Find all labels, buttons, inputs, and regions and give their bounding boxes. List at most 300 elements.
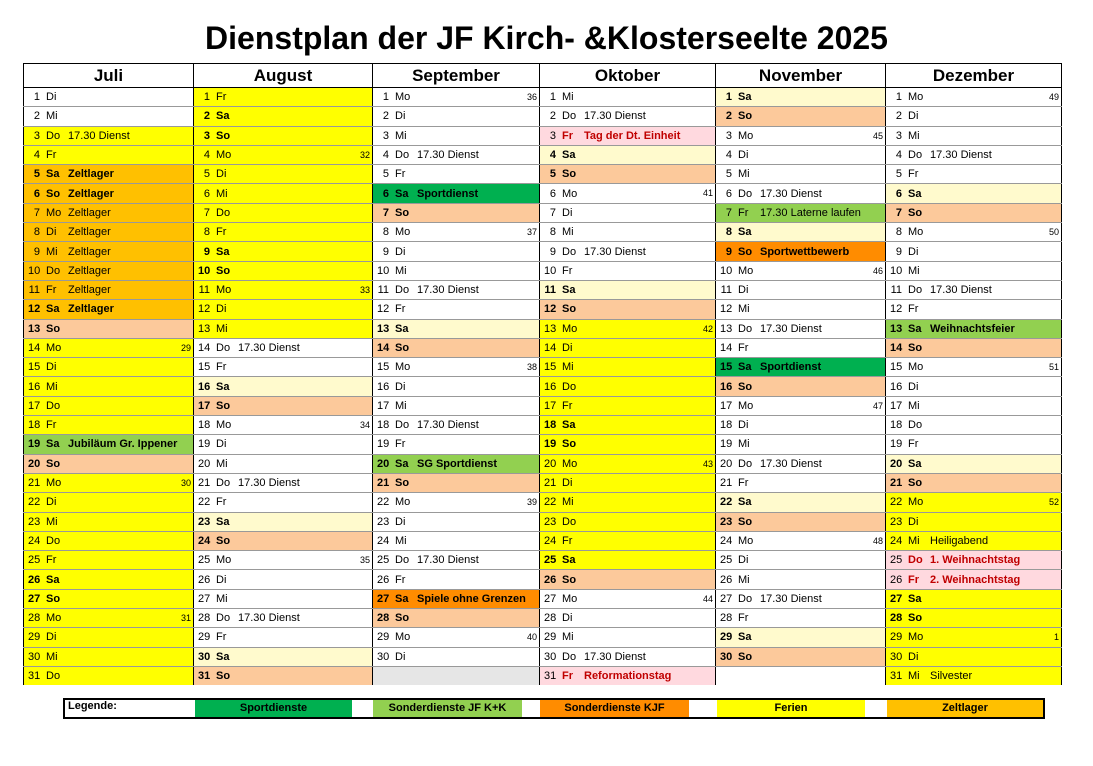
day-number: 15: [377, 361, 390, 374]
weekday: Mo: [395, 226, 411, 239]
weekday: So: [395, 612, 410, 625]
weekday: Mo: [46, 342, 62, 354]
day-row: [24, 242, 1062, 261]
day-number: 24: [198, 534, 211, 547]
weekday: Di: [908, 380, 919, 393]
day-number: 17: [377, 399, 390, 412]
day-number: 31: [890, 670, 903, 683]
day-number: 22: [377, 496, 390, 509]
day-row: [24, 280, 1062, 299]
day-cell: [24, 358, 194, 377]
day-number: 25: [544, 554, 557, 567]
day-number: 20: [720, 457, 733, 470]
day-cell: [540, 512, 716, 531]
day-number: 29: [28, 631, 41, 644]
day-number: 12: [28, 303, 41, 316]
day-number: 6: [895, 187, 902, 200]
day-note: 17.30 Dienst: [584, 110, 646, 123]
day-number: 1: [725, 91, 732, 104]
weekday: Mi: [738, 168, 750, 181]
day-cell: [886, 531, 1062, 550]
day-number: 13: [544, 322, 557, 335]
day-number: 22: [28, 496, 41, 509]
weekday: Fr: [395, 168, 406, 181]
day-number: 30: [377, 650, 390, 663]
day-cell: [540, 551, 716, 570]
day-number: 9: [203, 245, 210, 258]
week-number: 52: [1048, 497, 1059, 508]
day-cell: [716, 377, 886, 396]
weekday: Di: [908, 245, 919, 258]
day-row: [24, 416, 1062, 435]
day-cell: [24, 300, 194, 319]
day-number: 8: [382, 226, 389, 239]
day-cell: [24, 589, 194, 608]
day-row: [24, 165, 1062, 184]
day-number: 20: [544, 457, 557, 470]
day-cell: [194, 145, 373, 164]
weekday: Do: [738, 592, 753, 605]
weekday: Mi: [395, 534, 407, 547]
day-number: 11: [198, 284, 210, 297]
day-cell: [24, 338, 194, 357]
day-number: 11: [544, 284, 556, 297]
weekday: So: [46, 187, 61, 200]
day-number: 17: [28, 399, 41, 412]
weekday: Mo: [395, 361, 411, 374]
weekday: Do: [562, 515, 577, 528]
weekday: Fr: [216, 361, 227, 374]
day-number: 2: [725, 110, 732, 123]
day-number: 4: [549, 149, 556, 162]
day-number: 15: [28, 361, 41, 374]
day-cell: [886, 396, 1062, 415]
day-number: 16: [544, 380, 557, 393]
weekday: Do: [738, 322, 753, 335]
weekday: Mo: [738, 129, 754, 142]
day-number: 8: [203, 226, 210, 239]
day-cell: [194, 589, 373, 608]
day-number: 5: [203, 168, 210, 181]
day-cell: [373, 531, 540, 550]
weekday: Do: [395, 149, 410, 162]
day-cell: [886, 512, 1062, 531]
day-number: 21: [198, 477, 211, 490]
weekday: Fr: [46, 284, 57, 297]
weekday: Mo: [908, 631, 924, 644]
weekday: Sa: [46, 303, 60, 316]
day-number: 4: [203, 149, 210, 162]
day-cell: [886, 165, 1062, 184]
weekday: Mi: [562, 91, 574, 104]
weekday: So: [216, 534, 231, 547]
legend-label: Legende:: [68, 700, 117, 712]
weekday: Mi: [908, 670, 920, 683]
day-cell: [886, 473, 1062, 492]
weekday: Mo: [908, 496, 924, 509]
day-number: 14: [544, 342, 557, 354]
day-row: [24, 570, 1062, 589]
weekday: Fr: [908, 573, 919, 586]
weekday: Di: [738, 284, 749, 297]
day-row: [24, 512, 1062, 531]
day-cell: [886, 628, 1062, 647]
weekday: Fr: [908, 168, 919, 181]
day-cell: [886, 589, 1062, 608]
weekday: Di: [562, 206, 573, 219]
weekday: Mi: [216, 322, 228, 335]
day-cell: [194, 628, 373, 647]
weekday: Do: [908, 554, 923, 567]
day-note: 17.30 Dienst: [238, 612, 300, 625]
weekday: So: [395, 477, 410, 490]
day-number: 21: [544, 477, 557, 490]
weekday: Sa: [395, 322, 409, 335]
day-number: 10: [28, 264, 41, 277]
day-number: 26: [544, 573, 557, 586]
day-number: 2: [549, 110, 556, 123]
day-number: 24: [28, 534, 41, 547]
day-cell: [194, 647, 373, 666]
weekday: Sa: [46, 438, 60, 451]
weekday: Fr: [738, 206, 749, 219]
day-cell: [886, 493, 1062, 512]
weekday: Mi: [738, 303, 750, 316]
weekday: So: [908, 206, 923, 219]
day-cell: [373, 242, 540, 261]
weekday: Do: [562, 245, 577, 258]
day-cell: [716, 666, 886, 685]
day-number: 23: [544, 515, 557, 528]
day-cell: [716, 473, 886, 492]
day-number: 9: [895, 245, 902, 258]
week-number: 1: [1053, 632, 1059, 643]
day-cell: [716, 416, 886, 435]
weekday: Fr: [562, 129, 573, 142]
weekday: Mi: [395, 129, 407, 142]
day-note: 17.30 Dienst: [760, 457, 822, 470]
weekday: Mi: [46, 245, 58, 258]
weekday: So: [216, 670, 231, 683]
week-number: 40: [526, 632, 537, 643]
day-number: 6: [549, 187, 556, 200]
day-row: [24, 126, 1062, 145]
day-cell: [540, 88, 716, 107]
day-cell: [540, 261, 716, 280]
weekday: Do: [216, 206, 231, 219]
weekday: Mo: [562, 457, 578, 470]
day-cell: [716, 358, 886, 377]
weekday: Sa: [738, 226, 752, 239]
day-number: 10: [544, 264, 557, 277]
day-note: Zeltlager: [68, 264, 111, 277]
day-note: Zeltlager: [68, 206, 111, 219]
weekday: Mo: [562, 187, 578, 200]
day-cell: [373, 126, 540, 145]
day-note: 2. Weihnachtstag: [930, 573, 1021, 586]
day-number: 21: [377, 477, 390, 490]
day-cell: [886, 203, 1062, 222]
day-cell: [540, 107, 716, 126]
day-cell: [24, 184, 194, 203]
weekday: Do: [46, 264, 61, 277]
weekday: Mo: [395, 496, 411, 509]
day-number: 19: [28, 438, 41, 451]
day-note: Zeltlager: [68, 226, 111, 239]
week-number: 29: [180, 342, 191, 353]
day-number: 26: [890, 573, 903, 586]
week-number: 35: [359, 555, 370, 566]
day-note: 17.30 Dienst: [760, 187, 822, 200]
day-number: 28: [28, 612, 41, 625]
weekday: Do: [738, 187, 753, 200]
weekday: Mi: [395, 264, 407, 277]
day-cell: [886, 358, 1062, 377]
day-cell: [373, 358, 540, 377]
day-number: 25: [377, 554, 390, 567]
day-cell: [24, 435, 194, 454]
day-cell: [540, 531, 716, 550]
day-number: 26: [720, 573, 733, 586]
day-number: 17: [890, 399, 903, 412]
day-cell: [716, 396, 886, 415]
day-number: 11: [377, 284, 389, 297]
weekday: Do: [562, 380, 577, 393]
day-row: [24, 107, 1062, 126]
day-cell: [716, 261, 886, 280]
day-number: 28: [198, 612, 211, 625]
weekday: Fr: [738, 477, 749, 490]
legend-item-sportdienste: Sportdienste: [195, 700, 352, 717]
day-number: 23: [377, 515, 390, 528]
weekday: Mi: [395, 399, 407, 412]
day-number: 28: [890, 612, 903, 625]
day-cell: [24, 165, 194, 184]
day-number: 7: [549, 206, 556, 219]
day-number: 23: [890, 515, 903, 528]
day-cell: [24, 551, 194, 570]
day-note: 17.30 Dienst: [417, 149, 479, 162]
day-cell: [373, 145, 540, 164]
day-cell: [194, 184, 373, 203]
weekday: So: [738, 650, 753, 663]
weekday: Fr: [562, 670, 573, 683]
day-note: 17.30 Dienst: [584, 245, 646, 258]
day-cell: [716, 184, 886, 203]
weekday: Mi: [216, 457, 228, 470]
day-number: 22: [720, 496, 733, 509]
weekday: Di: [908, 110, 919, 123]
weekday: Sa: [216, 515, 230, 528]
weekday: So: [395, 342, 410, 354]
day-cell: [24, 512, 194, 531]
day-number: 16: [377, 380, 390, 393]
day-note: Tag der Dt. Einheit: [584, 129, 681, 142]
day-number: 3: [549, 129, 556, 142]
weekday: Fr: [562, 264, 573, 277]
day-row: [24, 319, 1062, 338]
weekday: Sa: [738, 631, 752, 644]
weekday: Fr: [562, 399, 573, 412]
day-number: 21: [720, 477, 733, 490]
day-number: 15: [720, 361, 733, 374]
day-number: 30: [198, 650, 211, 663]
day-cell: [194, 531, 373, 550]
calendar-table: [23, 63, 1062, 685]
weekday: Mi: [216, 187, 228, 200]
day-cell: [24, 223, 194, 242]
weekday: Di: [562, 342, 573, 354]
day-number: 5: [549, 168, 556, 181]
day-number: 10: [720, 264, 733, 277]
day-number: 31: [198, 670, 211, 683]
day-row: [24, 551, 1062, 570]
weekday: Sa: [46, 168, 60, 181]
weekday: Di: [216, 573, 227, 586]
day-number: 2: [203, 110, 210, 123]
weekday: Fr: [216, 631, 227, 644]
weekday: Mo: [216, 419, 232, 432]
day-number: 18: [890, 419, 903, 432]
weekday: Mi: [46, 650, 58, 663]
day-cell: [194, 358, 373, 377]
day-cell: [24, 396, 194, 415]
day-cell: [194, 300, 373, 319]
weekday: Fr: [216, 496, 227, 509]
legend-item-zeltlager: Zeltlager: [887, 700, 1043, 717]
day-number: 20: [198, 457, 211, 470]
day-note: 17.30 Dienst: [930, 284, 992, 297]
day-number: 8: [33, 226, 40, 239]
week-number: 32: [359, 149, 370, 160]
weekday: So: [562, 573, 577, 586]
day-note: 17.30 Laterne laufen: [760, 206, 861, 219]
weekday: Mo: [562, 322, 578, 335]
day-cell: [886, 184, 1062, 203]
weekday: So: [46, 322, 61, 335]
legend-item-ferien: Ferien: [717, 700, 865, 717]
weekday: Do: [395, 554, 410, 567]
day-row: [24, 454, 1062, 473]
day-number: 5: [33, 168, 40, 181]
weekday: Mi: [46, 110, 58, 123]
weekday: Di: [46, 631, 57, 644]
day-cell: [194, 223, 373, 242]
weekday: Do: [216, 342, 231, 354]
day-cell: [373, 473, 540, 492]
day-cell: [886, 242, 1062, 261]
weekday: Mo: [216, 149, 232, 162]
day-number: 7: [33, 206, 40, 219]
day-cell: [24, 570, 194, 589]
day-note: 17.30 Dienst: [760, 322, 822, 335]
weekday: Di: [395, 650, 406, 663]
day-number: 11: [720, 284, 732, 297]
day-row: [24, 300, 1062, 319]
day-cell: [886, 609, 1062, 628]
day-number: 25: [720, 554, 733, 567]
day-cell: [540, 280, 716, 299]
legend-item-sonderdienste-kjf: Sonderdienste KJF: [540, 700, 689, 717]
day-number: 17: [544, 399, 557, 412]
weekday: So: [738, 245, 753, 258]
day-number: 12: [890, 303, 903, 316]
day-number: 15: [890, 361, 903, 374]
day-number: 20: [28, 457, 41, 470]
weekday: Do: [395, 419, 410, 432]
day-row: [24, 435, 1062, 454]
day-cell: [24, 454, 194, 473]
weekday: So: [46, 457, 61, 470]
week-number: 48: [872, 535, 883, 546]
day-number: 26: [377, 573, 390, 586]
day-cell: [373, 280, 540, 299]
day-number: 7: [203, 206, 210, 219]
day-row: [24, 666, 1062, 685]
day-note: 17.30 Dienst: [417, 419, 479, 432]
day-number: 3: [725, 129, 732, 142]
day-row: [24, 377, 1062, 396]
day-number: 18: [198, 419, 211, 432]
day-cell: [716, 609, 886, 628]
weekday: Mo: [395, 631, 411, 644]
month-header-row: [24, 64, 1062, 88]
day-number: 1: [203, 91, 210, 104]
day-cell: [540, 242, 716, 261]
day-note: 17.30 Dienst: [417, 284, 479, 297]
week-number: 49: [1048, 92, 1059, 102]
day-cell: [373, 165, 540, 184]
day-cell: [194, 609, 373, 628]
week-number: 44: [702, 593, 713, 604]
weekday: Mo: [908, 91, 924, 104]
day-cell: [24, 126, 194, 145]
weekday: Mo: [395, 91, 411, 104]
day-number: 8: [725, 226, 732, 239]
day-row: [24, 396, 1062, 415]
day-row: [24, 531, 1062, 550]
weekday: Fr: [908, 303, 919, 316]
day-cell: [716, 454, 886, 473]
day-row: [24, 647, 1062, 666]
day-row: [24, 223, 1062, 242]
day-row: [24, 628, 1062, 647]
day-cell: [716, 493, 886, 512]
day-note: 17.30 Dienst: [68, 129, 130, 142]
day-cell: [716, 628, 886, 647]
weekday: Mo: [46, 477, 62, 490]
day-number: 19: [890, 438, 903, 451]
weekday: Fr: [395, 438, 406, 451]
day-number: 6: [382, 187, 389, 200]
day-cell: [373, 589, 540, 608]
day-cell: [194, 88, 373, 107]
page-title: Dienstplan der JF Kirch- &Klosterseelte 2025: [205, 20, 888, 56]
day-note: 17.30 Dienst: [760, 592, 822, 605]
day-cell: [540, 396, 716, 415]
weekday: Fr: [216, 91, 227, 104]
month-header-september: September: [373, 64, 540, 88]
day-cell: [540, 338, 716, 357]
day-number: 19: [544, 438, 557, 451]
day-number: 25: [28, 554, 41, 567]
day-cell: [24, 203, 194, 222]
day-note: Sportdienst: [417, 187, 479, 200]
day-number: 22: [198, 496, 211, 509]
day-cell: [373, 551, 540, 570]
day-number: 14: [720, 342, 733, 354]
day-number: 12: [544, 303, 557, 316]
